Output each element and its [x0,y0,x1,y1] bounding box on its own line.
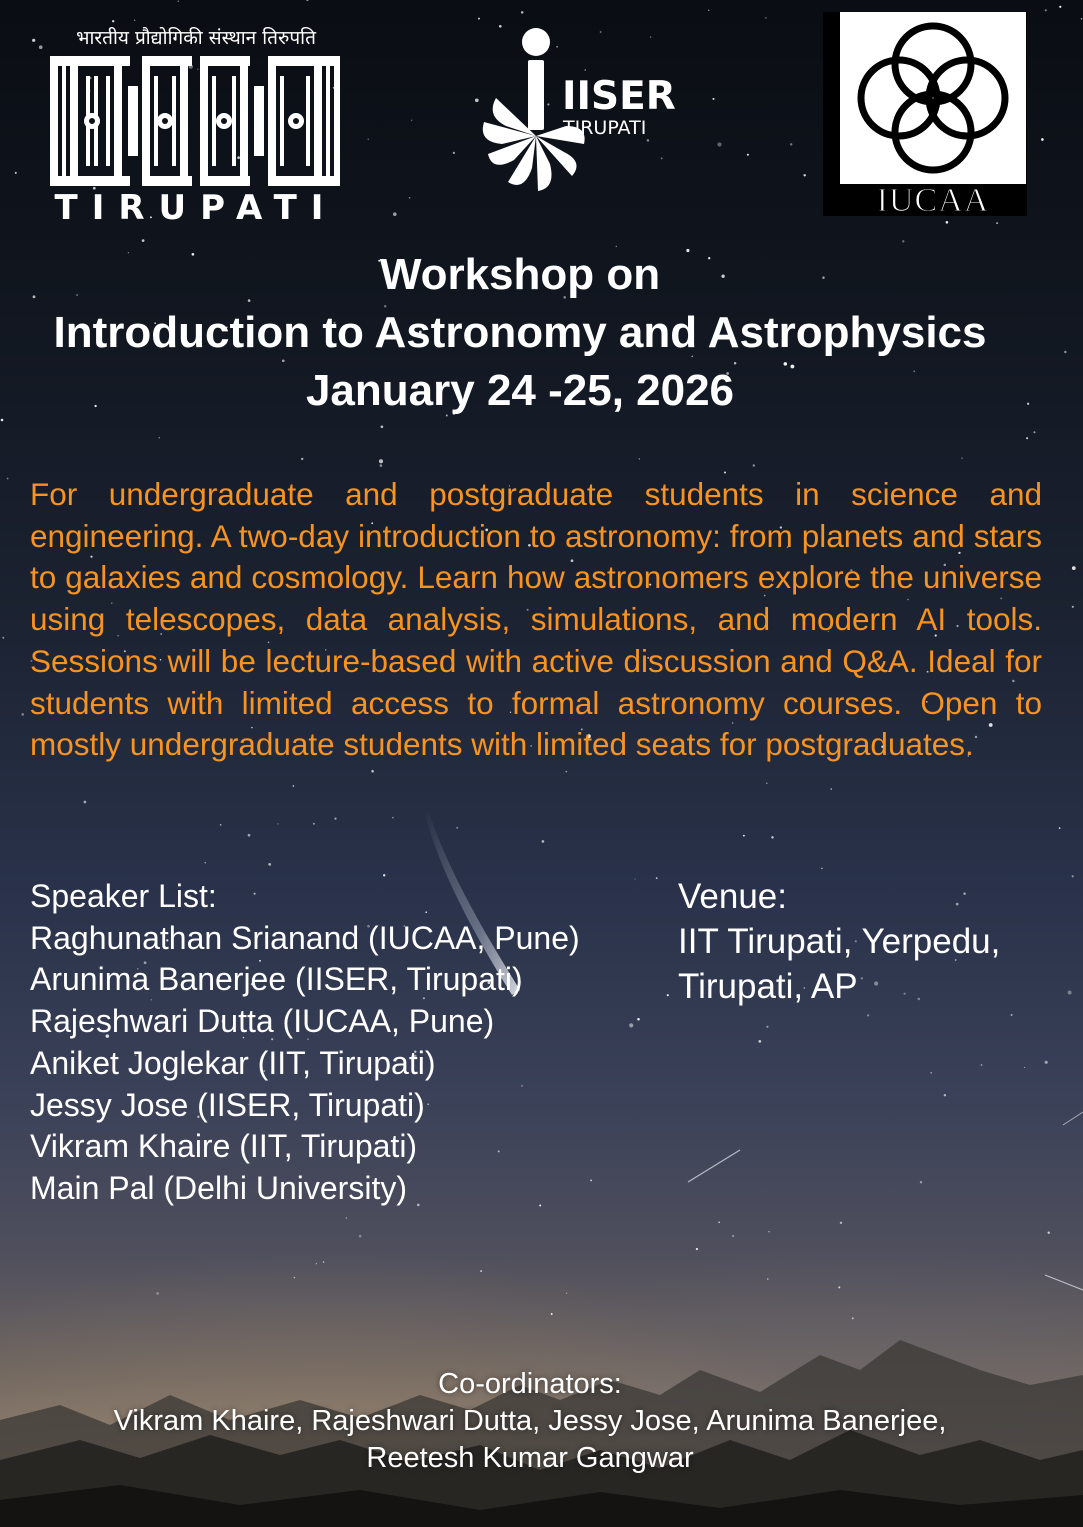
title-line-topic: Introduction to Astronomy and Astrophysics [53,308,987,357]
speaker-item: Jessy Jose (IISER, Tirupati) [30,1086,425,1123]
speaker-item: Raghunathan Srianand (IUCAA, Pune) [30,919,580,956]
coordinators-block [0,1366,1060,1477]
iit-hindi-name: भारतीय प्रौद्योगिकी संस्थान तिरुपति [76,27,316,49]
speaker-list-heading: Speaker List: [30,878,217,914]
venue-address-line: Tirupati, AP [678,967,858,1006]
speaker-item: Rajeshwari Dutta (IUCAA, Pune) [30,1003,495,1040]
iiser-subtitle: TIRUPATI [563,117,647,139]
iucaa-knot-icon [840,12,1026,184]
title-line-workshop: Workshop on [379,250,661,299]
speaker-item: Vikram Khaire (IIT, Tirupati) [30,1128,418,1165]
iit-emblem-icon [50,56,340,186]
iit-tirupati-logo [46,24,346,228]
venue-block [678,874,1058,1009]
iiser-name: IISER [562,74,676,119]
coordinators-names-line: Reetesh Kumar Gangwar [366,1442,694,1474]
iucaa-emblem-panel [840,12,1026,184]
workshop-description: For undergraduate and postgraduate students in science and engineering. A two-day introduction to astronomy: from planets and stars to galaxies and cosmology. Learn how astronomers explore the universe using telescopes, data analysis, simulations, and modern AI tools. Sessions will be lecture-based with active discussion and Q&A. Ideal for students with limited access to formal astronomy courses. Open to mostly undergraduate students with limited seats for postgraduates. [30,476,1042,763]
venue-heading: Venue: [678,877,787,916]
speaker-item: Arunima Banerjee (IISER, Tirupati) [30,961,523,998]
iiser-tirupati-logo [476,26,696,201]
venue-address-line: IIT Tirupati, Yerpedu, [678,922,1001,961]
coordinators-names-line: Vikram Khaire, Rajeshwari Dutta, Jessy Jose, Arunima Banerjee, [113,1405,947,1437]
speaker-list [30,876,660,1210]
coordinators-heading: Co-ordinators: [438,1368,622,1400]
workshop-title-block [0,246,1040,420]
speaker-item: Main Pal (Delhi University) [30,1169,407,1206]
iucaa-logo [823,12,1027,219]
iit-wordmark: TIRUPATI [54,188,338,228]
iucaa-name: IUCAA [876,182,990,219]
speaker-item: Aniket Joglekar (IIT, Tirupati) [30,1044,436,1081]
workshop-date: January 24 -25, 2026 [305,366,735,415]
